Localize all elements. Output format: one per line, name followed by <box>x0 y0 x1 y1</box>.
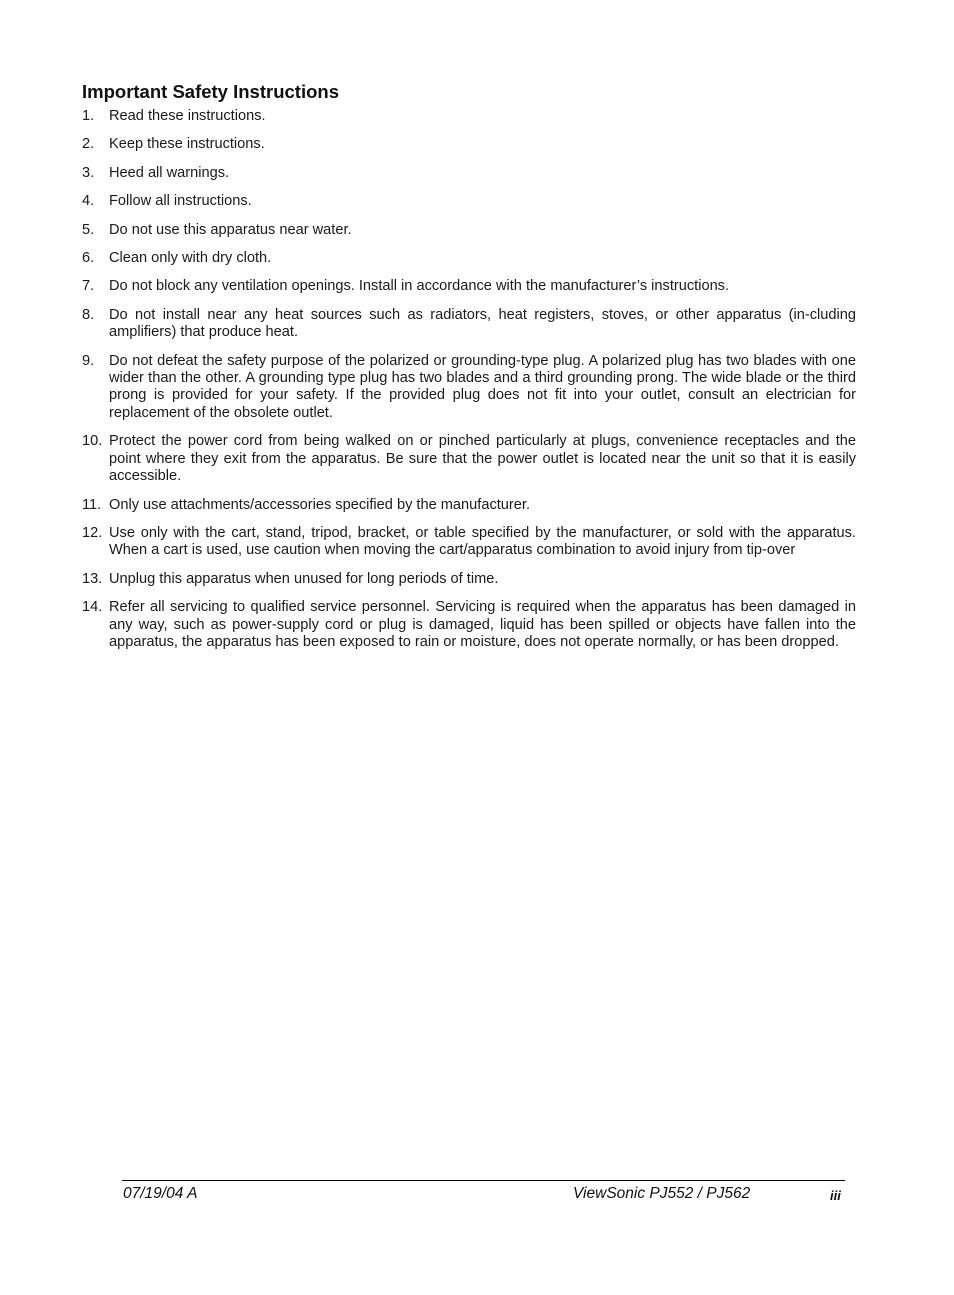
item-text: Refer all servicing to qualified service personnel. Servicing is required when the apparatus has been damaged in any way, such as power-supply cord or plug is damaged, liquid has been spilled or objects have fallen into the apparatus, the apparatus has been exposed to rain or moisture, does not operate normally, or has been dropped. <box>109 599 856 650</box>
footer-divider <box>122 1180 845 1181</box>
footer-page-number: iii <box>830 1188 841 1203</box>
page-title: Important Safety Instructions <box>82 81 339 102</box>
item-number: 13. <box>82 570 103 587</box>
list-item <box>82 222 856 239</box>
item-number: 4. <box>82 193 95 210</box>
item-number: 3. <box>82 164 95 181</box>
item-number: 1. <box>82 108 95 124</box>
item-text: Only use attachments/accessories specified by the manufacturer. <box>109 496 530 513</box>
safety-instructions-list <box>82 108 856 662</box>
footer-product-name: ViewSonic PJ552 / PJ562 <box>573 1185 751 1202</box>
item-text: Do not block any ventilation openings. Install in accordance with the manufacturer’s instructions. <box>109 278 730 295</box>
list-item <box>82 278 856 295</box>
list-item <box>82 250 856 267</box>
item-text: Do not install near any heat sources such as radiators, heat registers, stoves, or other apparatus (in-cluding amplifiers) that produce heat. <box>109 306 856 341</box>
item-text: Heed all warnings. <box>109 164 230 181</box>
list-item <box>82 307 856 342</box>
list-item <box>82 497 856 514</box>
footer-date: 07/19/04 A <box>123 1185 198 1202</box>
item-number: 8. <box>82 306 95 323</box>
list-item <box>82 353 856 423</box>
list-item <box>82 433 856 485</box>
item-number: 10. <box>82 433 103 450</box>
item-number: 11. <box>82 496 102 513</box>
item-number: 5. <box>82 221 95 238</box>
item-number: 12. <box>82 524 103 541</box>
list-item <box>82 571 856 588</box>
item-text: Do not use this apparatus near water. <box>109 221 352 238</box>
item-text: Clean only with dry cloth. <box>109 250 272 267</box>
item-number: 7. <box>82 278 95 295</box>
item-text: Do not defeat the safety purpose of the polarized or grounding-type plug. A polarized plug has two blades with one wider than the other. A grounding type plug has two blades and a third grounding prong. The wide blade or the third prong is provided for your safety. If the provided plug does not fit into your outlet, consult an electrician for replacement of the obsolete outlet. <box>109 352 856 421</box>
item-number: 2. <box>82 136 95 153</box>
item-text: Read these instructions. <box>109 108 266 124</box>
list-item <box>82 193 856 210</box>
item-text: Use only with the cart, stand, tripod, bracket, or table specified by the manufacturer, or sold with the apparatus. When a cart is used, use caution when moving the cart/apparatus combination to avoid injury from tip-over <box>109 524 856 559</box>
item-number: 9. <box>82 352 95 369</box>
list-item <box>82 165 856 182</box>
list-item <box>82 599 856 651</box>
list-item <box>82 108 856 125</box>
item-text: Unplug this apparatus when unused for long periods of time. <box>109 570 499 587</box>
item-number: 14. <box>82 599 103 616</box>
list-item <box>82 136 856 153</box>
item-number: 6. <box>82 250 95 267</box>
item-text: Keep these instructions. <box>109 136 265 153</box>
item-text: Follow all instructions. <box>109 193 252 210</box>
list-item <box>82 525 856 560</box>
item-text: Protect the power cord from being walked on or pinched particularly at plugs, convenience receptacles and the point where they exit from the apparatus. Be sure that the power outlet is located near the unit so that it is easily accessible. <box>109 433 856 485</box>
